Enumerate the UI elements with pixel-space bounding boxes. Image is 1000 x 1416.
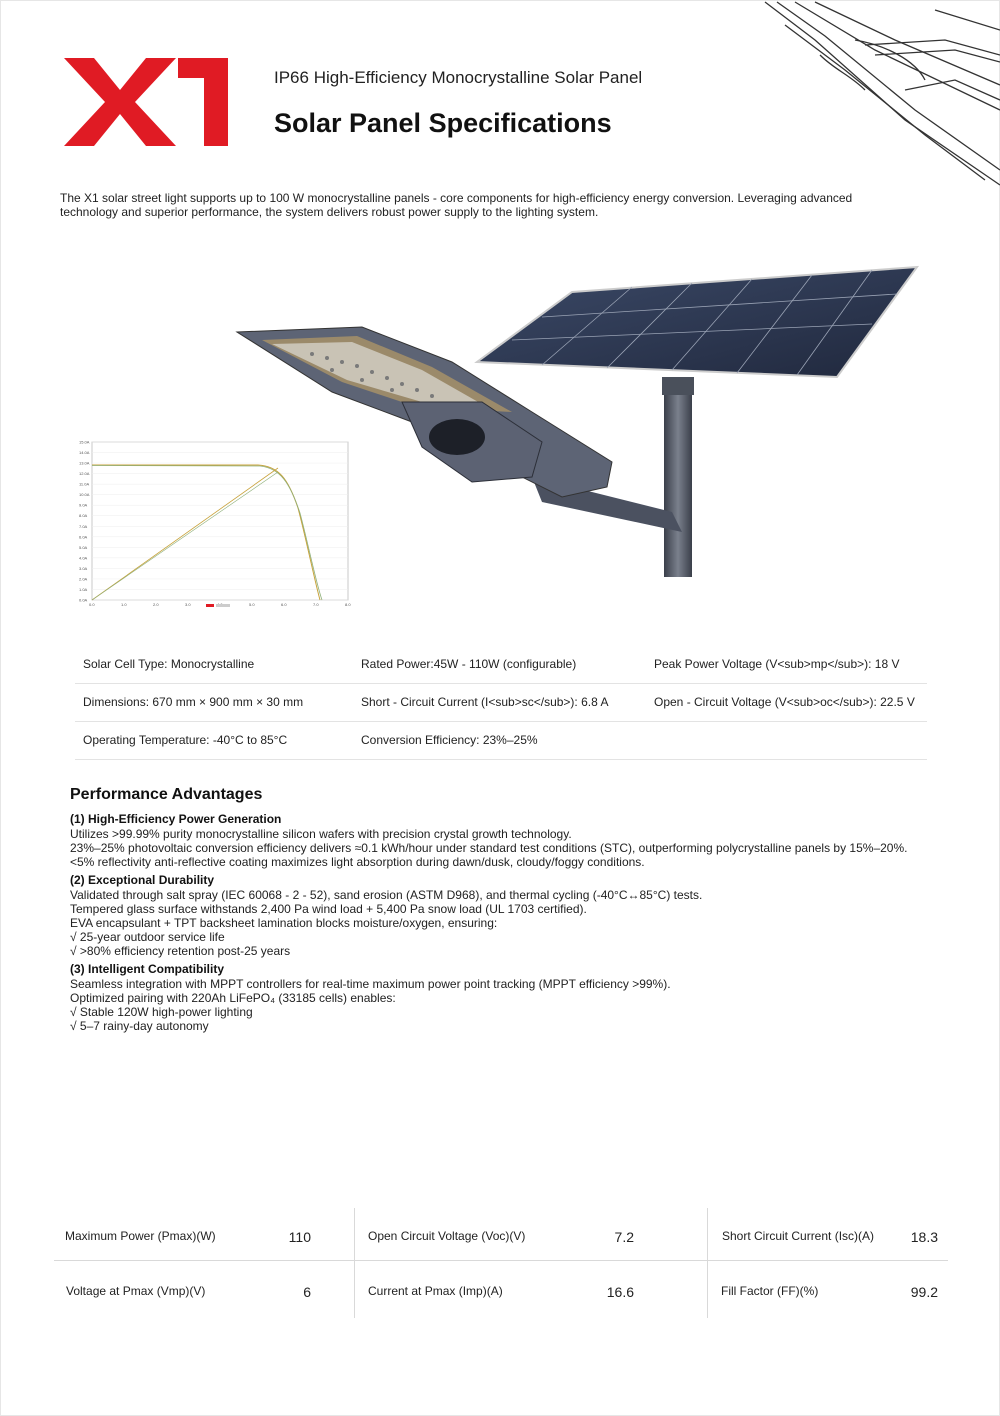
spec-table	[75, 646, 927, 760]
iv-y-tick: 10.0A	[79, 492, 90, 498]
iv-y-tick: 15.0A	[79, 439, 90, 445]
advantage-line: √ Stable 120W high-power lighting	[70, 1005, 253, 1019]
spec-cell: Dimensions: 670 mm × 900 mm × 30 mm	[83, 695, 304, 709]
iv-y-tick: 14.0A	[79, 450, 90, 456]
iv-x-tick: 5.0	[249, 602, 255, 607]
iv-y-tick: 13.0A	[79, 460, 90, 466]
iv-x-tick: 2.0	[153, 602, 159, 607]
divider	[54, 1260, 948, 1261]
measurement-label: Voltage at Pmax (Vmp)(V)	[66, 1284, 206, 1298]
iv-y-tick: 2.0A	[79, 576, 88, 582]
iv-y-tick: 3.0A	[79, 565, 88, 571]
iv-y-tick: 0.0A	[79, 597, 88, 603]
spec-cell: Solar Cell Type: Monocrystalline	[83, 657, 255, 671]
advantage-line: √ >80% efficiency retention post-25 years	[70, 944, 291, 958]
iv-y-tick: 12.0A	[79, 471, 90, 477]
iv-x-tick: 8.0	[345, 602, 351, 607]
measurement-label: Short Circuit Current (Isc)(A)	[722, 1229, 875, 1243]
advantage-title: (1) High-Efficiency Power Generation	[70, 812, 282, 826]
spec-row	[75, 722, 927, 760]
iv-y-tick: 8.0A	[79, 513, 88, 519]
spec-row	[75, 684, 927, 722]
iv-y-tick: 5.0A	[79, 544, 88, 550]
advantage-line: √ 25-year outdoor service life	[70, 930, 225, 944]
lamp-line-drawing	[755, 0, 1000, 195]
iv-y-tick: 11.0A	[79, 481, 90, 487]
spec-cell: Operating Temperature: -40°C to 85°C	[83, 733, 288, 747]
spec-cell: Open - Circuit Voltage (V<sub>oc</sub>): 22.5 V	[654, 695, 915, 709]
divider	[354, 1208, 355, 1318]
iv-x-tick: 0.0	[89, 602, 95, 607]
iv-y-tick: 9.0A	[79, 502, 88, 508]
measurement-value: 110	[288, 1229, 311, 1245]
measurement-label: Fill Factor (FF)(%)	[721, 1284, 819, 1298]
measurement-table	[54, 1208, 948, 1318]
spec-cell: Rated Power:45W - 110W (configurable)	[361, 657, 577, 671]
iv-y-tick: 6.0A	[79, 534, 88, 540]
advantage-line: 23%–25% photovoltaic conversion efficiency delivers ≈0.1 kWh/hour under standard test conditions (STC), outperforming polycrystalline panels by 15%–20%.	[70, 841, 908, 855]
intro-paragraph: The X1 solar street light supports up to 100 W monocrystalline panels - core components for high-efficiency energy conversion. Leveraging advanced technology and superior performance, the system delivers robust power supply to the lighting system.	[60, 191, 853, 219]
advantage-line: Validated through salt spray (IEC 60068 - 2 - 52), sand erosion (ASTM D968), and thermal cycling (-40°C↔85°C) tests.	[70, 888, 703, 902]
iv-x-tick: 3.0	[185, 602, 191, 607]
iv-curve-chart	[78, 438, 354, 610]
iv-y-tick: 7.0A	[79, 523, 88, 529]
spec-row	[75, 646, 927, 684]
x1-logo	[62, 56, 230, 148]
measurement-label: Current at Pmax (Imp)(A)	[368, 1284, 503, 1298]
spec-cell: Peak Power Voltage (V<sub>mp</sub>): 18 V	[654, 657, 900, 671]
advantage-line: Utilizes >99.99% purity monocrystalline silicon wafers with precision crystal growth technology.	[70, 827, 572, 841]
measurement-value: 18.3	[910, 1229, 938, 1245]
page-title: Solar Panel Specifications	[274, 108, 612, 138]
spec-cell: Conversion Efficiency: 23%–25%	[361, 733, 538, 747]
measurement-label: Maximum Power (Pmax)(W)	[65, 1229, 216, 1243]
measurement-value: 99.2	[910, 1284, 938, 1300]
iv-x-tick: 6.0	[281, 602, 287, 607]
iv-y-tick: 4.0A	[79, 555, 88, 561]
performance-advantages	[70, 786, 910, 1033]
advantage-line: EVA encapsulant + TPT backsheet lamination blocks moisture/oxygen, ensuring:	[70, 916, 498, 930]
advantage-line: √ 5–7 rainy-day autonomy	[70, 1019, 209, 1033]
advantage-line: Tempered glass surface withstands 2,400 Pa wind load + 5,400 Pa snow load (UL 1703 certified).	[70, 902, 587, 916]
spec-cell: Short - Circuit Current (I<sub>sc</sub>): 6.8 A	[361, 695, 609, 709]
measurement-label: Open Circuit Voltage (Voc)(V)	[368, 1229, 526, 1243]
advantage-title: (2) Exceptional Durability	[70, 873, 215, 887]
advantage-title: (3) Intelligent Compatibility	[70, 962, 225, 976]
advantage-line: <5% reflectivity anti-reflective coating maximizes light absorption during dawn/dusk, cloudy/foggy conditions.	[70, 855, 645, 869]
measurement-value: 7.2	[614, 1229, 634, 1245]
measurement-value: 16.6	[606, 1284, 634, 1300]
advantages-heading: Performance Advantages	[70, 786, 263, 803]
advantage-line: Seamless integration with MPPT controllers for real-time maximum power point tracking (MPPT efficiency >99%).	[70, 977, 671, 991]
divider	[707, 1208, 708, 1318]
advantage-line: Optimized pairing with 220Ah LiFePO₄ (33185 cells) enables:	[70, 991, 396, 1005]
page-subtitle: IP66 High-Efficiency Monocrystalline Solar Panel	[274, 68, 643, 87]
iv-y-tick: 1.0A	[79, 586, 88, 592]
iv-x-tick: 7.0	[313, 602, 319, 607]
measurement-value: 6	[303, 1284, 311, 1300]
iv-x-tick: 1.0	[121, 602, 127, 607]
